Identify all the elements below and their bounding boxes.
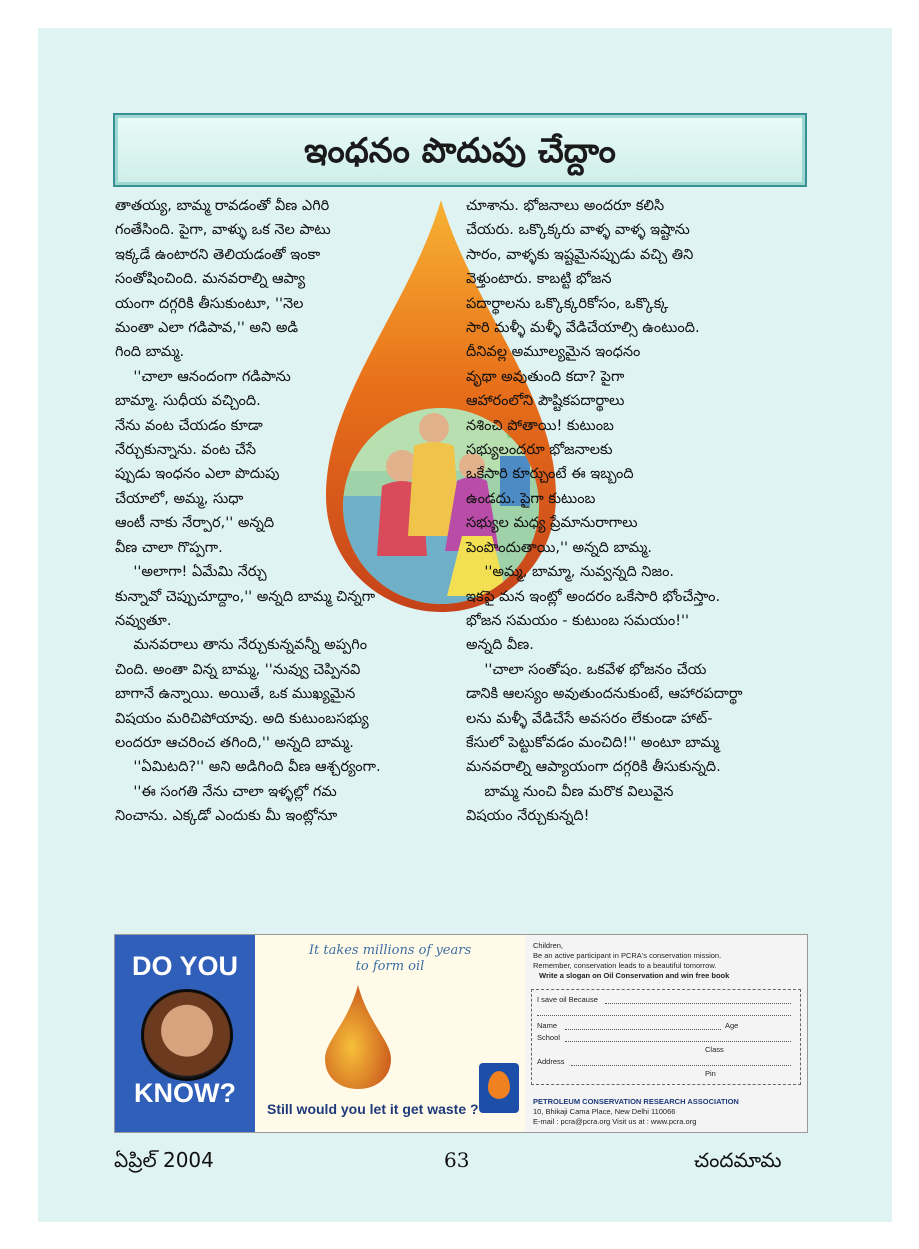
- article-line-right: పదార్థాలను ఒక్కొక్కరికోసం, ఒక్కొక్క: [466, 295, 669, 312]
- article-line-right: ''అమ్మ, బామ్మా, నువ్వన్నది నిజం.: [466, 564, 675, 581]
- form-line-1: Be an active participant in PCRA's conservation mission.: [533, 951, 722, 960]
- form-line: [605, 1003, 791, 1004]
- page-title: ఇంధనం పొదుపు చేద్దాం: [304, 131, 616, 171]
- article-line-right: కేసులో పెట్టుకోవడం మంచిది!'' అంటూ బామ్మ: [466, 734, 720, 751]
- article-line-right: విషయం నేర్చుకున్నది!: [466, 808, 590, 825]
- article-line-left: వీణ చాలా గొప్పగా.: [115, 539, 223, 556]
- article-line-right: చేయరు. ఒక్కొక్కరు వాళ్ళ వాళ్ళ ఇష్టాను: [466, 222, 690, 239]
- article-line-right: ''చాలా సంతోషం. ఒకవేళ భోజనం చేయ: [466, 661, 707, 678]
- form-address-label: Address: [537, 1057, 565, 1066]
- article-line-left: చేయాలో, అమ్మ, సుధా: [115, 490, 244, 507]
- article-line-left: ఇక్కడే ఉంటారని తెలియడంతో ఇంకా: [115, 246, 321, 263]
- article-line-right: సారి మళ్ళీ మళ్ళీ వేడిచేయాల్సి ఉంటుంది.: [466, 320, 700, 337]
- ad-know-text: KNOW?: [134, 1078, 236, 1108]
- article-line-right: డానికి ఆలస్యం అవుతుందనుకుంటే, ఆహారపదార్థా: [466, 686, 743, 703]
- article-column-right: [466, 194, 806, 829]
- form-school-label: School: [537, 1033, 560, 1042]
- article-line-right: సభ్యులందరూ భోజనాలకు: [466, 442, 613, 459]
- article-line-right: దీనివల్ల అమూల్యమైన ఇంధనం: [466, 344, 641, 361]
- pcra-logo-icon: [479, 1063, 519, 1113]
- article-line-left: బాగానే ఉన్నాయి. అయితే, ఒక ముఖ్యమైన: [115, 686, 356, 703]
- ad-question: Still would you let it get waste ?: [267, 1101, 479, 1117]
- article-line-right: ఆహారంలోని పౌష్టికపదార్థాలు: [466, 393, 625, 410]
- article-line-left: నేర్చుకున్నాను. వంట చేసే: [115, 442, 257, 459]
- article-line-left: గింది బామ్మ.: [115, 344, 185, 361]
- article-line-left: నించాను. ఎక్కడో ఎందుకు మీ ఇంట్లోనూ: [115, 808, 338, 825]
- article-line-left: బామ్మా. సుధీయ వచ్చింది.: [115, 393, 261, 410]
- article-line-right: ఉండదు. పైగా కుటుంబ: [466, 490, 596, 507]
- article-line-right: నశించి పోతాయి! కుటుంబ: [466, 417, 614, 434]
- article-line-left: యంగా దగ్గరికి తీసుకుంటూ, ''నెల: [115, 295, 304, 312]
- form-name-label: Name: [537, 1021, 558, 1030]
- article-line-left: గంతేసింది. పైగా, వాళ్ళు ఒక నెల పాటు: [115, 222, 331, 239]
- article-line-left: ''ఏమిటది?'' అని అడిగింది వీణ ఆశ్చర్యంగా.: [115, 759, 381, 776]
- page-number: 63: [444, 1148, 470, 1172]
- form-heading: Children,: [533, 941, 564, 950]
- article-line-left: మంతా ఎలా గడిపావ,'' అని అడి: [115, 320, 299, 337]
- article-line-left: చింది. అంతా విన్న బామ్మ, ''నువ్వు చెప్పినవి: [115, 661, 361, 678]
- article-line-left: ''ఈ సంగతి నేను చాలా ఇళ్ళల్లో గమ: [115, 783, 337, 800]
- article-column-left: [115, 194, 435, 829]
- form-pin-label: Pin: [705, 1069, 716, 1078]
- article-line-right: చూశాను. భోజనాలు అందరూ కలిసి: [466, 198, 665, 214]
- form-line: [565, 1041, 791, 1042]
- oil-drop-icon: [323, 983, 393, 1091]
- article-line-right: భోజన సమయం - కుటుంబ సమయం!'': [466, 612, 690, 629]
- form-email: E-mail : pcra@pcra.org Visit us at : www.pcra.org: [533, 1117, 697, 1126]
- article-line-right: వెళ్తుంటారు. కాబట్టి భోజన: [466, 271, 612, 288]
- article-line-right: ఒకేసారి కూర్చుంటే ఈ ఇబ్బంది: [466, 466, 634, 483]
- form-save-because: I save oil Because: [537, 995, 598, 1004]
- article-line-right: వృథా అవుతుంది కదా? పైగా: [466, 368, 625, 385]
- article-line-left: మనవరాలు తాను నేర్చుకున్నవన్నీ అప్పగిం: [115, 637, 368, 654]
- article-line-right: బామ్మ నుంచి వీణ మరొక విలువైన: [466, 783, 674, 800]
- article-line-left: ''అలాగా! ఏమేమి నేర్చు: [115, 564, 267, 581]
- title-banner: [113, 113, 807, 187]
- article-line-left: నవ్వుతూ.: [115, 612, 172, 629]
- child-avatar: [141, 989, 233, 1081]
- form-line: [537, 1015, 791, 1016]
- article-line-right: లను మళ్ళీ వేడిచేసే అవసరం లేకుండా హాట్-: [466, 710, 713, 727]
- form-line-3: Write a slogan on Oil Conservation and win free book: [539, 971, 730, 980]
- form-age-label: Age: [725, 1021, 739, 1030]
- article-line-left: లందరూ ఆచరించ తగింది,'' అన్నది బామ్మ.: [115, 734, 354, 751]
- article-line-left: ''చాలా ఆనందంగా గడిపాను: [115, 368, 291, 385]
- article-line-right: అన్నది వీణ.: [466, 637, 534, 654]
- article-line-left: తాతయ్య, బామ్మ రావడంతో వీణ ఎగిరి: [115, 198, 330, 214]
- article-line-left: విషయం మరిచిపోయావు. అది కుటుంబసభ్యు: [115, 710, 369, 727]
- article-line-left: నేను వంట చేయడం కూడా: [115, 417, 263, 434]
- magazine-name: చందమామ: [694, 1148, 782, 1172]
- article-line-left: ఆంటీ నాకు నేర్పార,'' అన్నది: [115, 515, 275, 532]
- slogan-entry-form: [525, 935, 807, 1132]
- form-line: [565, 1029, 721, 1030]
- ad-do-you-know-panel: [115, 935, 255, 1132]
- form-line-2: Remember, conservation leads to a beautiful tomorrow.: [533, 961, 717, 970]
- ad-do-you-text: DO YOU: [131, 951, 239, 981]
- footer-date: ఏప్రిల్ 2004: [114, 1148, 214, 1172]
- article-line-right: ఇకపై మన ఇంట్లో అందరం ఒకేసారి భోంచేస్తాం.: [466, 588, 721, 605]
- article-line-left: కున్నావో చెప్పుచూద్దాం,'' అన్నది బామ్మ చిన్నగా: [115, 588, 376, 605]
- ad-slogan: It takes millions of years to form oil: [308, 943, 472, 974]
- form-line: [571, 1065, 791, 1066]
- article-line-left: సంతోషించింది. మనవరాల్ని ఆప్యా: [115, 271, 306, 288]
- article-line-right: మనవరాల్ని ఆప్యాయంగా దగ్గరికి తీసుకున్నది.: [466, 759, 721, 776]
- form-class-label: Class: [705, 1045, 724, 1054]
- form-org-address: 10, Bhikaji Cama Place, New Delhi 110066: [533, 1107, 676, 1116]
- article-line-left: ప్పుడు ఇంధనం ఎలా పొదుపు: [115, 466, 280, 483]
- conservation-advertisement: [114, 934, 808, 1133]
- article-line-right: సభ్యుల మధ్య ప్రేమానురాగాలు: [466, 515, 638, 532]
- form-org: PETROLEUM CONSERVATION RESEARCH ASSOCIATION: [533, 1097, 739, 1106]
- article-line-right: సారం, వాళ్ళకు ఇష్టమైనప్పుడు వచ్చి తిని: [466, 246, 694, 263]
- article-line-right: పెంపొందుతాయి,'' అన్నది బామ్మ.: [466, 539, 652, 556]
